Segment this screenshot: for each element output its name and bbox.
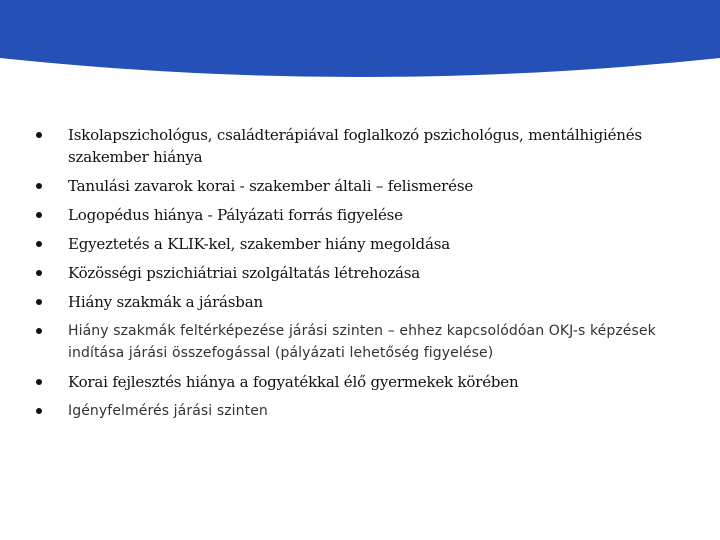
bullet-item — [36, 320, 686, 364]
bullet-text: Közösségi pszichiátriai szolgáltatás létrehozása — [68, 264, 421, 282]
bullet-item — [36, 233, 686, 255]
header-band — [0, 0, 720, 82]
bullet-text: Iskolapszichológus, családterápiával foglalkozó pszichológus, mentálhigiénés szakember hiánya — [68, 126, 642, 166]
bullet-dot-icon — [36, 328, 42, 334]
bullet-text: Korai fejlesztés hiánya a fogyatékkal élő gyermekek körében — [68, 373, 519, 391]
bullet-text: Egyeztetés a KLIK-kel, szakember hiány megoldása — [68, 235, 450, 253]
bullet-dot-icon — [36, 241, 42, 247]
bullet-item — [36, 124, 686, 168]
bullet-text: Hiány szakmák feltérképezése járási szinten – ehhez kapcsolódóan OKJ-s képzések indítása járási összefogással (pályázati lehetőség figyelése) — [68, 323, 656, 361]
bullet-item — [36, 291, 686, 313]
bullet-dot-icon — [36, 212, 42, 218]
bullet-item — [36, 175, 686, 197]
bullet-item — [36, 204, 686, 226]
bullet-dot-icon — [36, 408, 42, 414]
bullet-dot-icon — [36, 183, 42, 189]
bullet-text: Tanulási zavarok korai - szakember általi – felismerése — [68, 177, 474, 195]
bullet-dot-icon — [36, 299, 42, 305]
bullet-item — [36, 262, 686, 284]
header-wave-shape — [0, 0, 720, 82]
bullet-text: Logopédus hiánya - Pályázati forrás figyelése — [68, 206, 403, 224]
bullet-text: Hiány szakmák a járásban — [68, 293, 263, 311]
bullet-item — [36, 371, 686, 393]
bullet-dot-icon — [36, 132, 42, 138]
bullet-item — [36, 400, 686, 422]
bullet-text: Igényfelmérés járási szinten — [68, 403, 268, 419]
bullet-dot-icon — [36, 270, 42, 276]
bullet-dot-icon — [36, 379, 42, 385]
bullet-list — [36, 124, 686, 429]
